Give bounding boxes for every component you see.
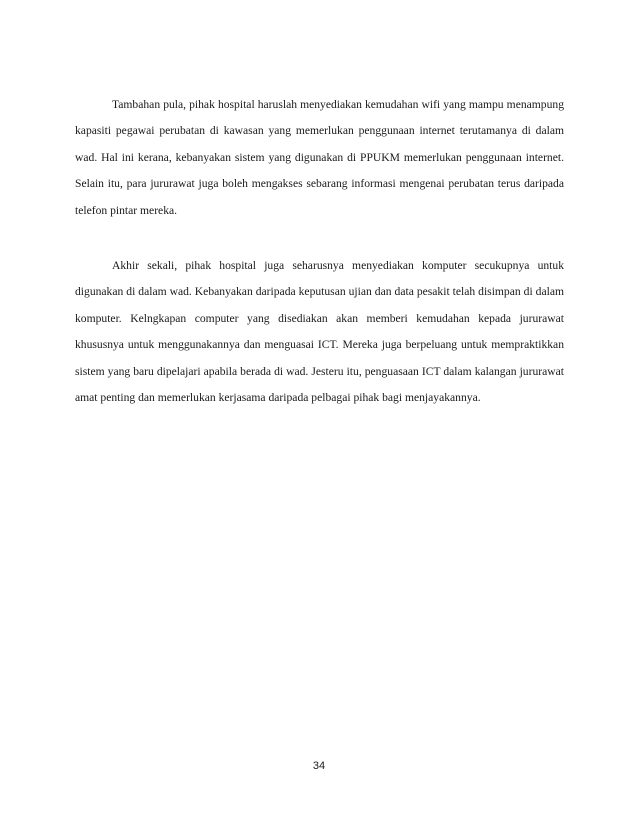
page-number: 34 <box>312 760 326 772</box>
body-text-block-1 <box>75 92 564 224</box>
paragraph-computer-facilities: Akhir sekali, pihak hospital juga seharusnya menyediakan komputer secukupnya untuk digunakan di dalam wad. Kebanyakan daripada keputusan ujian dan data pesakit telah disimpan di dalam komputer. Kelngkapan computer yang disediakan akan memberi kemudahan kepada jururawat khususnya untuk menggunakannya dan menguasai ICT. Mereka juga berpeluang untuk mempraktikkan sistem yang baru dipelajari apabila berada di wad. Jesteru itu, penguasaan ICT dalam kalangan jururawat amat penting dan memerlukan kerjasama daripada pelbagai pihak bagi menjayakannya. <box>75 259 564 405</box>
body-text-block-2 <box>75 253 564 411</box>
paragraph-wifi-facilities: Tambahan pula, pihak hospital haruslah menyediakan kemudahan wifi yang mampu menampung kapasiti pegawai perubatan di kawasan yang memerlukan penggunaan internet terutamanya di dalam wad. Hal ini kerana, kebanyakan sistem yang digunakan di PPUKM memerlukan penggunaan internet. Selain itu, para jururawat juga boleh mengakses sebarang informasi mengenai perubatan terus daripada telefon pintar mereka. <box>75 98 564 217</box>
